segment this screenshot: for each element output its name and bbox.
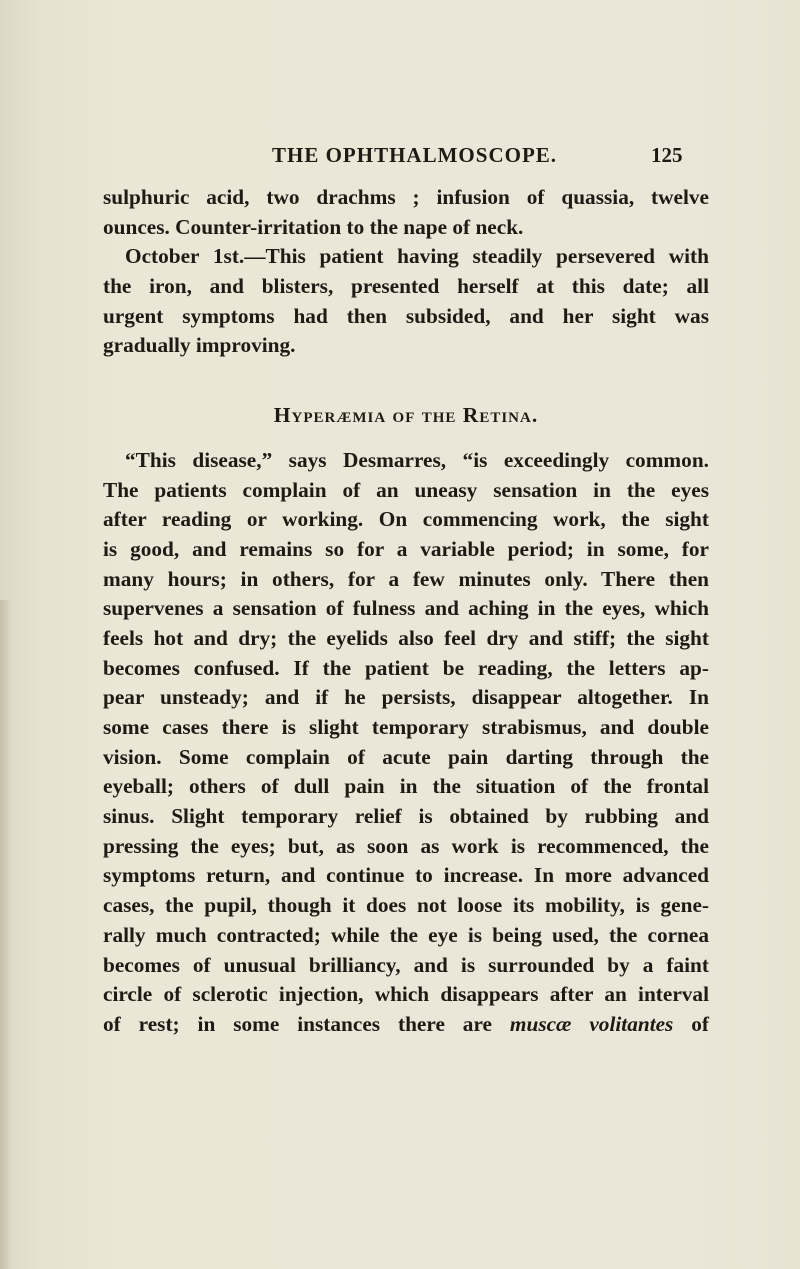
body-text [103, 183, 709, 1040]
text-fragment: of [691, 1011, 710, 1036]
text-line: circle of sclerotic injection, which disappears after an interval [103, 982, 709, 1007]
text-line: urgent symptoms had then subsided, and her sight was [103, 303, 709, 328]
text-line-final [103, 1010, 709, 1040]
text-line: after reading or working. On commencing work, the sight [103, 507, 709, 532]
text-line: pear unsteady; and if he persists, disappear altogether. In [103, 685, 709, 710]
text-line: vision. Some complain of acute pain darting through the [103, 744, 709, 769]
page-edge-shadow [0, 600, 12, 1269]
running-head [0, 143, 800, 169]
text-line: October 1st.—This patient having steadily persevered with [125, 244, 709, 269]
text-line: sulphuric acid, two drachms ; infusion of quassia, twelve [103, 185, 709, 209]
text-line: sinus. Slight temporary relief is obtained by rubbing and [103, 804, 709, 829]
text-line: ounces. Counter-irritation to the nape of neck. [103, 214, 524, 239]
text-line: symptoms return, and continue to increase. In more advanced [103, 863, 709, 888]
italic-term: muscæ volitantes [509, 1011, 674, 1036]
text-line: pressing the eyes; but, as soon as work is recommenced, the [103, 833, 709, 858]
text-line: feels hot and dry; the eyelids also feel dry and stiff; the sight [103, 625, 709, 650]
text-line: supervenes a sensation of fulness and aching in the eyes, which [103, 596, 709, 621]
text-line: becomes of unusual brilliancy, and is surrounded by a faint [103, 952, 709, 977]
text-line: rally much contracted; while the eye is being used, the cornea [103, 922, 709, 947]
text-line: “This disease,” says Desmarres, “is exceedingly common. [125, 447, 709, 472]
text-line: some cases there is slight temporary strabismus, and double [103, 715, 709, 739]
text-line: becomes confused. If the patient be reading, the letters ap- [103, 655, 709, 680]
text-line: is good, and remains so for a variable period; in some, for [103, 536, 709, 561]
page-number: 125 [651, 143, 683, 167]
running-title: THE OPHTHALMOSCOPE. [272, 143, 558, 167]
text-line: cases, the pupil, though it does not loose its mobility, is gene- [103, 893, 709, 918]
text-line: eyeball; others of dull pain in the situation of the frontal [103, 774, 709, 799]
text-line: gradually improving. [103, 333, 296, 358]
text-line: The patients complain of an uneasy sensation in the eyes [103, 477, 709, 502]
section-heading: Hyperæmia of the Retina. [273, 403, 539, 428]
text-line: the iron, and blisters, presented herself at this date; all [103, 274, 709, 299]
text-line: many hours; in others, for a few minutes only. There then [103, 566, 709, 591]
text-fragment: of rest; in some instances there are [103, 1011, 492, 1036]
